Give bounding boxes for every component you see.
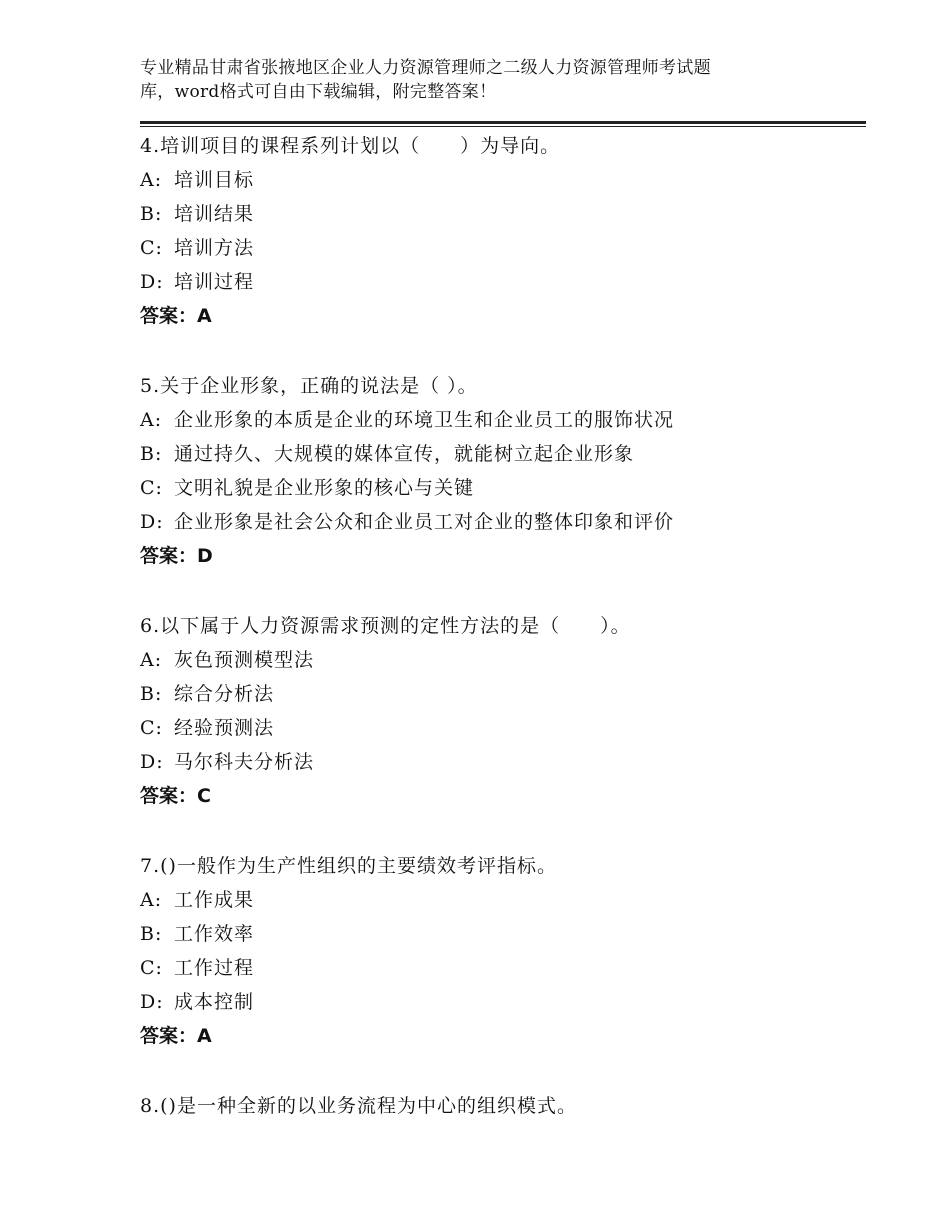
- answer-line: [140, 1019, 860, 1053]
- answer-label: 答案：: [140, 305, 198, 327]
- option-b: [140, 437, 860, 471]
- option-text: 灰色预测模型法: [174, 649, 315, 671]
- option-text: 马尔科夫分析法: [174, 751, 315, 773]
- header-rule-thin: [140, 126, 866, 127]
- header-line-1: 专业精品甘肃省张掖地区企业人力资源管理师之二级人力资源管理师考试题: [140, 58, 711, 78]
- question-5: [140, 369, 860, 573]
- option-letter: A:: [140, 169, 163, 191]
- option-d: [140, 745, 860, 779]
- option-letter: D:: [140, 991, 164, 1013]
- document-header: [140, 56, 840, 104]
- question-stem: 8.()是一种全新的以业务流程为中心的组织模式。: [140, 1095, 577, 1117]
- option-text: 企业形象是社会公众和企业员工对企业的整体印象和评价: [174, 511, 675, 533]
- option-letter: A:: [140, 889, 163, 911]
- option-text: 通过持久、大规模的媒体宣传，就能树立起企业形象: [174, 443, 635, 465]
- option-letter: C:: [140, 957, 163, 979]
- option-text: 经验预测法: [174, 717, 275, 739]
- option-c: [140, 711, 860, 745]
- question-4: [140, 129, 860, 333]
- option-c: [140, 231, 860, 265]
- option-b: [140, 917, 860, 951]
- question-stem: 4.培训项目的课程系列计划以（ ）为导向。: [140, 135, 561, 157]
- option-text: 培训目标: [174, 169, 255, 191]
- option-text: 培训方法: [174, 237, 255, 259]
- question-stem: 6.以下属于人力资源需求预测的定性方法的是（ ）。: [140, 615, 631, 637]
- option-a: [140, 403, 860, 437]
- answer-value: D: [197, 545, 213, 567]
- option-letter: D:: [140, 751, 164, 773]
- option-a: [140, 883, 860, 917]
- option-text: 培训过程: [174, 271, 255, 293]
- option-letter: B:: [140, 203, 163, 225]
- header-rule-thick: [140, 121, 866, 124]
- option-letter: A:: [140, 649, 163, 671]
- option-b: [140, 677, 860, 711]
- question-7: [140, 849, 860, 1053]
- option-text: 综合分析法: [174, 683, 275, 705]
- question-stem: 5.关于企业形象，正确的说法是（ ）。: [140, 375, 478, 397]
- answer-label: 答案：: [140, 785, 198, 807]
- option-c: [140, 471, 860, 505]
- question-6: [140, 609, 860, 813]
- option-a: [140, 643, 860, 677]
- option-text: 工作成果: [174, 889, 255, 911]
- question-8: [140, 1089, 860, 1123]
- option-letter: B:: [140, 443, 163, 465]
- option-b: [140, 197, 860, 231]
- question-stem: 7.()一般作为生产性组织的主要绩效考评指标。: [140, 855, 557, 877]
- option-d: [140, 985, 860, 1019]
- option-letter: C:: [140, 717, 163, 739]
- option-text: 工作效率: [174, 923, 255, 945]
- option-letter: C:: [140, 477, 163, 499]
- option-letter: B:: [140, 923, 163, 945]
- option-text: 成本控制: [174, 991, 255, 1013]
- option-a: [140, 163, 860, 197]
- option-c: [140, 951, 860, 985]
- answer-value: C: [197, 785, 211, 807]
- answer-line: [140, 779, 860, 813]
- option-text: 培训结果: [174, 203, 255, 225]
- answer-line: [140, 299, 860, 333]
- option-d: [140, 265, 860, 299]
- option-letter: D:: [140, 271, 164, 293]
- answer-value: A: [197, 1025, 212, 1047]
- option-text: 文明礼貌是企业形象的核心与关键: [174, 477, 475, 499]
- answer-line: [140, 539, 860, 573]
- option-d: [140, 505, 860, 539]
- question-list: [140, 129, 860, 1159]
- answer-label: 答案：: [140, 1025, 198, 1047]
- option-letter: A:: [140, 409, 163, 431]
- answer-value: A: [197, 305, 212, 327]
- header-line-2: 库，word格式可自由下载编辑，附完整答案！: [140, 82, 497, 102]
- option-text: 工作过程: [174, 957, 255, 979]
- option-text: 企业形象的本质是企业的环境卫生和企业员工的服饰状况: [174, 409, 675, 431]
- option-letter: C:: [140, 237, 163, 259]
- answer-label: 答案：: [140, 545, 198, 567]
- option-letter: B:: [140, 683, 163, 705]
- option-letter: D:: [140, 511, 164, 533]
